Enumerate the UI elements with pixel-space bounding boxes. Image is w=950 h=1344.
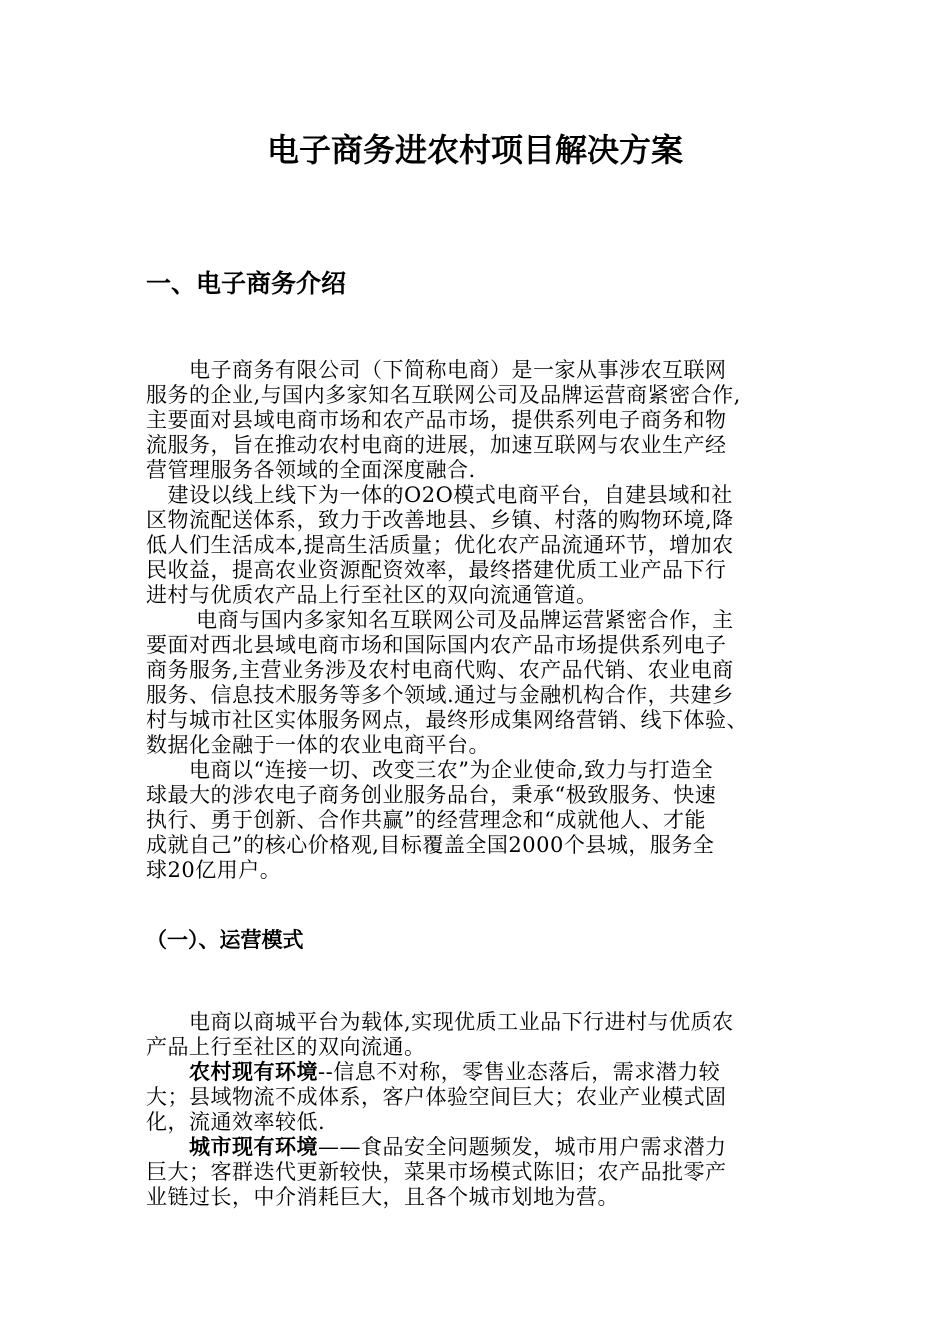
text-line: 要面对西北县域电商市场和国际国内农产品市场提供系列电子	[146, 633, 727, 657]
text-line: 商务服务,主营业务涉及农村电商代购、农产品代销、农业电商	[146, 658, 734, 682]
section-heading-intro: 一、电子商务介绍	[146, 269, 347, 298]
text-line: 数据化金融于一体的农业电商平台。	[146, 733, 490, 757]
text-line: 球最大的涉农电子商务创业服务品台，秉承“极致服务、快速	[146, 783, 717, 807]
text-line: 业链过长，中介消耗巨大，且各个城市划地为营。	[146, 1185, 619, 1209]
text-line: 服务的企业,与国内多家知名互联网公司及品牌运营商紧密合作,	[146, 383, 741, 407]
urban-environment-label: 城市现有环境	[189, 1135, 318, 1159]
text-line: 流服务，旨在推动农村电商的进展，加速互联网与农业生产经	[146, 433, 727, 457]
text-line: 电商以“连接一切、改变三农”为企业使命,致力与打造全	[146, 758, 714, 782]
urban-environment-text: ——食品安全问题频发，城市用户需求潜力	[318, 1135, 727, 1159]
text-line: 区物流配送体系，致力于改善地县、乡镇、村落的购物环境,降	[146, 508, 734, 532]
text-line: 成就自己”的核心价格观,目标覆盖全国2000个县城，服务全	[146, 833, 715, 857]
text-line: 大；县域物流不成体系，客户体验空间巨大；农业产业模式固	[146, 1085, 727, 1109]
text-line: 村与城市社区实体服务网点，最终形成集网络营销、线下体验、	[146, 708, 748, 732]
text-line: 电商与国内多家知名互联网公司及品牌运营紧密合作，主	[146, 608, 734, 632]
rural-environment-label: 农村现有环境	[189, 1060, 318, 1084]
text-line: 低人们生活成本,提高生活质量；优化农产品流通环节，增加农	[146, 533, 734, 557]
text-line: 产品上行至社区的双向流通。	[146, 1035, 426, 1059]
intro-paragraphs	[146, 358, 806, 883]
text-line: 民收益，提高农业资源配资效率，最终搭建优质工业产品下行	[146, 558, 727, 582]
text-line: 化，流通效率较低.	[146, 1110, 326, 1134]
text-line: 服务、信息技术服务等多个领域.通过与金融机构合作，共建乡	[146, 683, 734, 707]
section-heading-operation-mode: （一）、运营模式	[146, 928, 304, 952]
text-line: 电子商务有限公司（下简称电商）是一家从事涉农互联网	[146, 358, 727, 382]
text-line: 巨大；客群迭代更新较快，菜果市场模式陈旧；农产品批零产	[146, 1160, 727, 1184]
operation-mode-paragraphs	[146, 1010, 806, 1210]
urban-environment-line	[146, 1135, 806, 1160]
text-line: 主要面对县域电商市场和农产品市场，提供系列电子商务和物	[146, 408, 727, 432]
text-line: 执行、勇于创新、合作共赢”的经营理念和“成就他人、才能	[146, 808, 706, 832]
rural-environment-text: --信息不对称，零售业态落后，需求潜力较	[318, 1060, 721, 1084]
document-title: 电子商务进农村项目解决方案	[266, 131, 683, 169]
text-line: 球20亿用户。	[146, 858, 282, 882]
text-line: 电商以商城平台为载体,实现优质工业品下行进村与优质农	[146, 1010, 734, 1034]
rural-environment-line	[146, 1060, 806, 1085]
text-line: 营管理服务各领域的全面深度融合.	[146, 458, 476, 482]
text-line: 建设以线上线下为一体的O2O模式电商平台，自建县域和社	[146, 483, 733, 507]
text-line: 进村与优质农产品上行至社区的双向流通管道。	[146, 583, 598, 607]
